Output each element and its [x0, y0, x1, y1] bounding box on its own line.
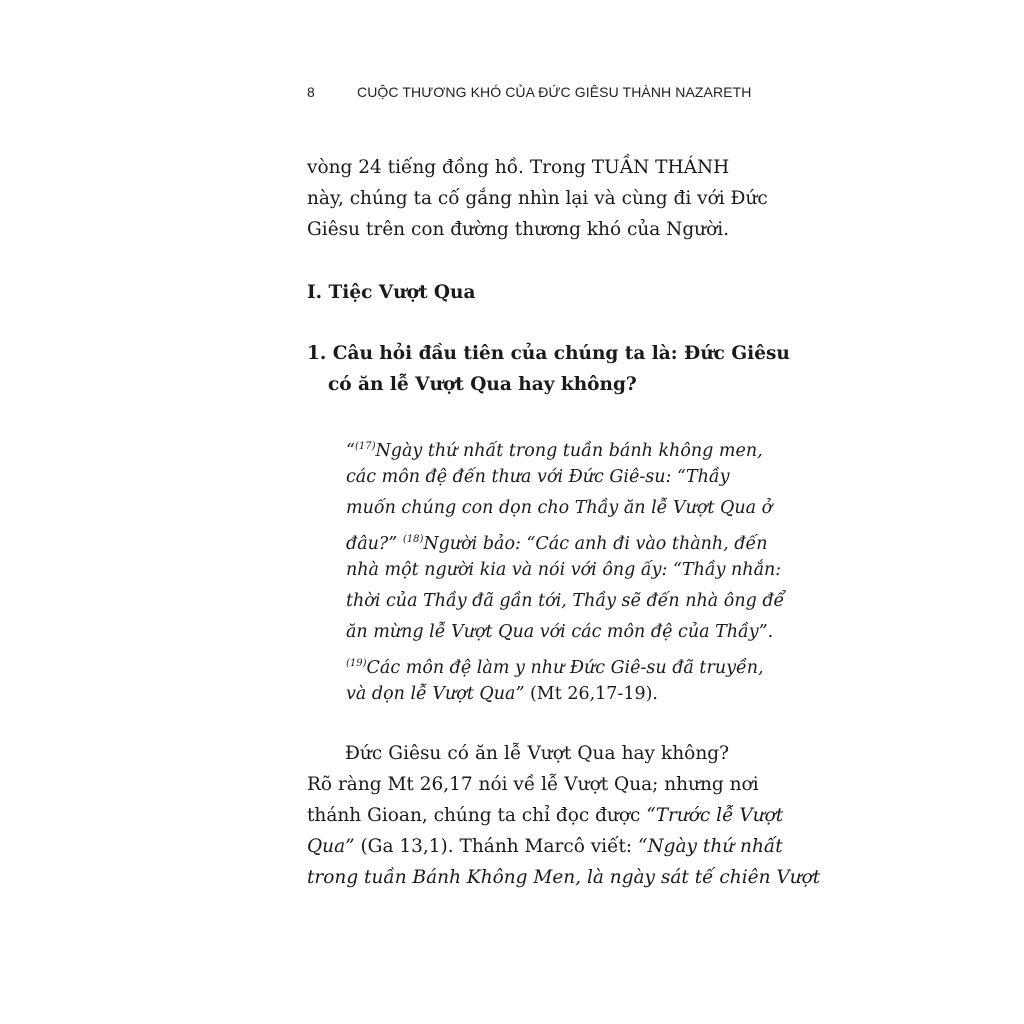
quote-line: [346, 524, 768, 555]
intro-line: Giêsu trên con đường thương khó của Người.: [307, 219, 730, 240]
quote-line: [346, 431, 763, 462]
quote-text: và dọn lễ Vượt Qua”: [346, 684, 525, 704]
quote-line: [346, 679, 728, 710]
page-number: 8: [307, 84, 315, 100]
quote-text: Các môn đệ làm y như Đức Giê-su đã truyền,: [366, 658, 764, 678]
quote-open-mark: “: [346, 441, 355, 461]
paragraph-line: Rõ ràng Mt 26,17 nói về lễ Vượt Qua; nhưng nơi: [307, 774, 759, 795]
intro-line: này, chúng ta cố gắng nhìn lại và cùng đi với Đức: [307, 188, 768, 209]
quote-line: thời của Thầy đã gần tới, Thầy sẽ đến nhà ông để: [346, 591, 785, 611]
verse-number-17: (17): [354, 441, 376, 452]
running-header: [307, 84, 752, 106]
scripture-quote: [346, 431, 785, 710]
question-line-1: 1. Câu hỏi đầu tiên của chúng ta là: Đức Giêsu: [307, 343, 790, 364]
quote-text: đâu?”: [346, 534, 403, 554]
quote-line: ăn mừng lễ Vượt Qua với các môn đệ của Thầy”.: [346, 622, 774, 642]
intro-paragraph: [307, 152, 768, 245]
paragraph-quote: “Trước lễ Vượt: [646, 805, 784, 826]
verse-number-18: (18): [402, 534, 424, 545]
discussion-paragraph: [307, 738, 821, 893]
paragraph-line: [307, 800, 784, 831]
quote-line: nhà một người kia và nói với ông ấy: “Thầy nhắn:: [346, 560, 782, 580]
question-line-2: có ăn lễ Vượt Qua hay không?: [328, 374, 637, 395]
book-title: CUỘC THƯƠNG KHÓ CỦA ĐỨC GIÊSU THÀNH NAZARETH: [357, 84, 752, 100]
quote-line: các môn đệ đến thưa với Đức Giê-su: “Thầy: [346, 467, 730, 487]
quote-text: Người bảo: “Các anh đi vào thành, đến: [423, 534, 768, 554]
quote-line: [346, 648, 764, 679]
quote-line: muốn chúng con dọn cho Thầy ăn lễ Vượt Qua ở: [346, 498, 773, 518]
section-title: I. Tiệc Vượt Qua: [307, 282, 476, 303]
paragraph-text: (Ga 13,1). Thánh Marcô viết:: [354, 836, 639, 857]
paragraph-quote: Qua”: [307, 836, 355, 857]
paragraph-line: trong tuần Bánh Không Men, là ngày sát tế chiên Vượt: [307, 867, 821, 888]
scripture-reference: (Mt 26,17-19).: [524, 684, 658, 704]
paragraph-quote: “Ngày thứ nhất: [638, 836, 783, 857]
paragraph-line: Đức Giêsu có ăn lễ Vượt Qua hay không?: [345, 743, 729, 764]
intro-line: vòng 24 tiếng đồng hồ. Trong TUẦN THÁNH: [307, 157, 730, 178]
question-heading: [307, 338, 790, 400]
verse-number-19: (19): [346, 658, 367, 669]
paragraph-text: thánh Gioan, chúng ta chỉ đọc được: [307, 805, 647, 826]
paragraph-line: [307, 831, 783, 862]
quote-text: Ngày thứ nhất trong tuần bánh không men,: [375, 441, 763, 461]
